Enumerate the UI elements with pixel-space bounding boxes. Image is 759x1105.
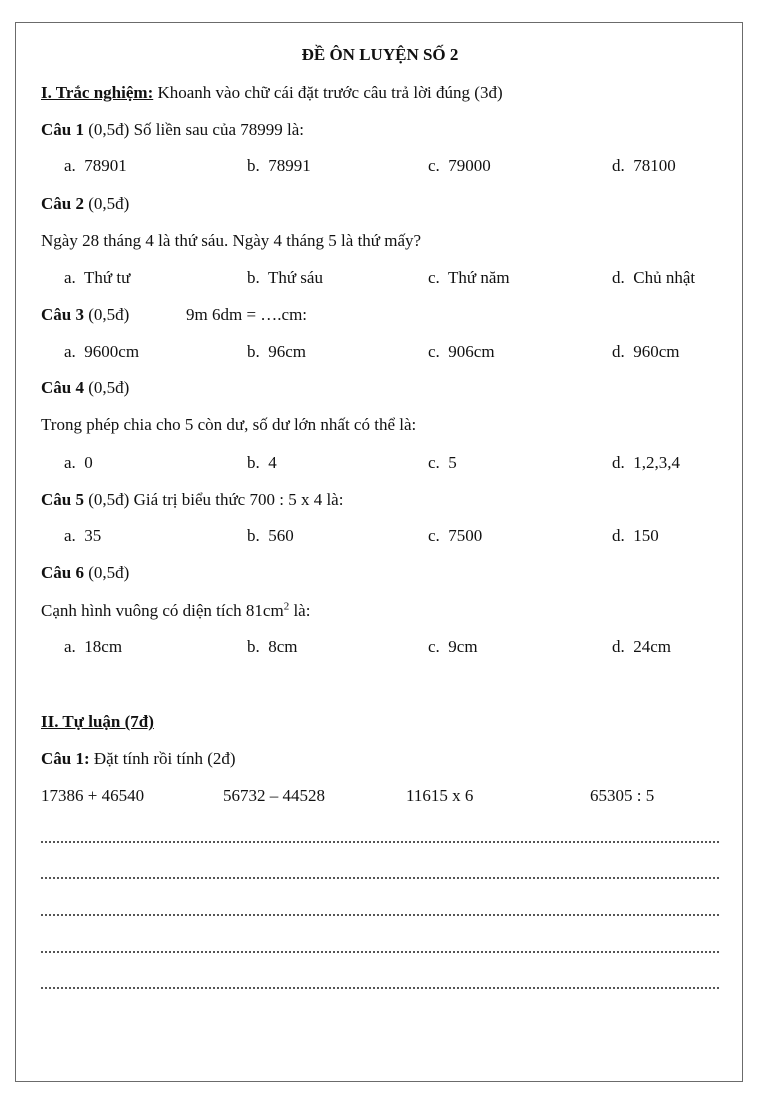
question-1 (41, 120, 304, 140)
question-points: (0,5đ) (83, 378, 130, 397)
option-c[interactable]: c. Thứ năm (428, 268, 510, 287)
page-title: ĐỀ ÔN LUYỆN SỐ 2 (301, 45, 459, 64)
question-4 (41, 378, 129, 398)
option-a[interactable]: a. Thứ tư (64, 268, 131, 287)
question-points: (0,5đ) (83, 305, 130, 324)
section1-heading: I. Trắc nghiệm: (41, 83, 154, 102)
expression-subtraction: 56732 – 44528 (223, 786, 325, 805)
option-b[interactable]: b. 96cm (247, 342, 307, 361)
option-d[interactable]: d. 960cm (612, 342, 680, 361)
question-5 (41, 490, 343, 510)
section1-instruction: Khoanh vào chữ cái đặt trước câu trả lời đúng (3đ) (153, 83, 503, 102)
expression-multiplication: 11615 x 6 (406, 786, 474, 805)
answer-line[interactable] (41, 877, 719, 879)
question-text: Số liền sau của 78999 là: (129, 120, 305, 139)
option-b[interactable]: b. 560 (247, 526, 294, 545)
question-label: Câu 4 (41, 378, 84, 397)
question-points: (0,5đ) (83, 194, 130, 213)
expression-division: 65305 : 5 (590, 786, 655, 805)
option-b[interactable]: b. 4 (247, 453, 277, 472)
question-text: Giá trị biểu thức 700 : 5 x 4 là: (129, 490, 344, 509)
option-a[interactable]: a. 18cm (64, 637, 123, 656)
question-label: Câu 5 (41, 490, 84, 509)
question-points: (0,5đ) (83, 120, 130, 139)
question-6 (41, 563, 129, 583)
answer-line[interactable] (41, 987, 719, 989)
option-b[interactable]: b. Thứ sáu (247, 268, 323, 287)
answer-line[interactable] (41, 914, 719, 916)
option-c[interactable]: c. 7500 (428, 526, 483, 545)
question-2 (41, 194, 129, 214)
question-text: Đặt tính rồi tính (2đ) (89, 749, 236, 768)
option-d[interactable]: d. 150 (612, 526, 659, 545)
question-label: Câu 1 (41, 120, 84, 139)
question-4-body: Trong phép chia cho 5 còn dư, số dư lớn nhất có thể là: (41, 415, 417, 434)
expression-addition: 17386 + 46540 (41, 786, 145, 805)
option-a[interactable]: a. 35 (64, 526, 102, 545)
answer-line[interactable] (41, 951, 719, 953)
section2-heading: II. Tự luận (7đ) (41, 712, 154, 731)
option-a[interactable]: a. 78901 (64, 156, 127, 175)
question-3 (41, 305, 129, 325)
worksheet-page (15, 22, 743, 1082)
question-3-text: 9m 6dm = ….cm: (186, 305, 308, 324)
question-points: (0,5đ) (83, 563, 130, 582)
option-c[interactable]: c. 906cm (428, 342, 495, 361)
option-c[interactable]: c. 9cm (428, 637, 478, 656)
option-b[interactable]: b. 8cm (247, 637, 298, 656)
question-2-body: Ngày 28 tháng 4 là thứ sáu. Ngày 4 tháng 5 là thứ mấy? (41, 231, 422, 250)
option-a[interactable]: a. 0 (64, 453, 93, 472)
option-d[interactable]: d. Chủ nhật (612, 268, 696, 287)
option-d[interactable]: d. 78100 (612, 156, 676, 175)
question-6-body: Cạnh hình vuông có diện tích $81cm^2$ là: (41, 600, 311, 620)
question-label: Câu 1: (41, 749, 90, 768)
answer-line[interactable] (41, 841, 719, 843)
question-points: (0,5đ) (83, 490, 130, 509)
question-label: Câu 2 (41, 194, 84, 213)
option-d[interactable]: d. 24cm (612, 637, 672, 656)
option-d[interactable]: d. 1,2,3,4 (612, 453, 680, 472)
option-b[interactable]: b. 78991 (247, 156, 311, 175)
option-a[interactable]: a. 9600cm (64, 342, 140, 361)
question-label: Câu 6 (41, 563, 84, 582)
section1-header (41, 83, 503, 103)
essay-question-1 (41, 749, 236, 769)
option-c[interactable]: c. 5 (428, 453, 457, 472)
option-c[interactable]: c. 79000 (428, 156, 491, 175)
question-label: Câu 3 (41, 305, 84, 324)
